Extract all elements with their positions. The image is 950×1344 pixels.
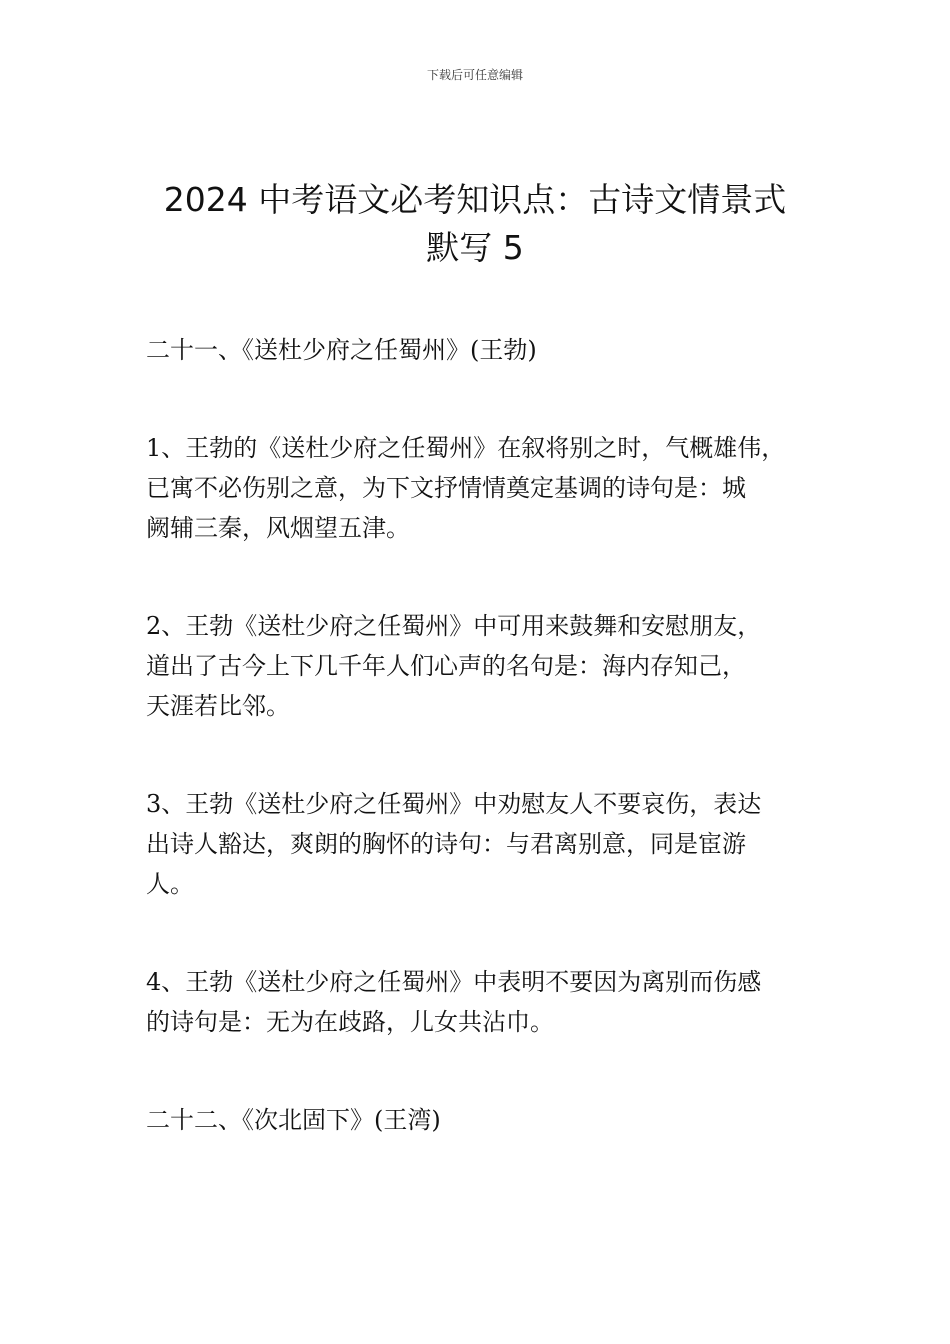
list-item bbox=[146, 962, 826, 1042]
page-title bbox=[120, 176, 830, 272]
item-4-line-2: 的诗句是：无为在歧路，儿女共沾巾。 bbox=[146, 1008, 554, 1036]
header-note: 下载后可任意编辑 bbox=[426, 68, 523, 82]
item-1-line-2: 已寓不必伤别之意，为下文抒情情奠定基调的诗句是：城 bbox=[146, 474, 746, 502]
list-item bbox=[146, 606, 826, 726]
item-3-line-1: 3、王勃《送杜少府之任蜀州》中劝慰友人不要哀伤，表达 bbox=[146, 790, 762, 818]
item-2-line-2: 道出了古今上下几千年人们心声的名句是：海内存知己， bbox=[146, 652, 746, 680]
item-2-line-1: 2、王勃《送杜少府之任蜀州》中可用来鼓舞和安慰朋友， bbox=[146, 612, 762, 640]
item-3-line-2: 出诗人豁达，爽朗的胸怀的诗句：与君离别意，同是宦游 bbox=[146, 830, 746, 858]
section-heading-21: 二十一、《送杜少府之任蜀州》(王勃) bbox=[146, 336, 537, 364]
item-4-line-1: 4、王勃《送杜少府之任蜀州》中表明不要因为离别而伤感 bbox=[146, 968, 762, 996]
document-body bbox=[146, 330, 826, 1198]
item-1-line-1: 1、王勃的《送杜少府之任蜀州》在叙将别之时，气概雄伟， bbox=[146, 434, 786, 462]
list-item bbox=[146, 428, 826, 548]
section-heading-22: 二十二、《次北固下》(王湾) bbox=[146, 1106, 441, 1134]
item-2-line-3: 天涯若比邻。 bbox=[146, 692, 290, 720]
item-1-line-3: 阙辅三秦，风烟望五津。 bbox=[146, 514, 410, 542]
item-3-line-3: 人。 bbox=[146, 870, 194, 898]
list-item bbox=[146, 784, 826, 904]
title-line-2: 默写 5 bbox=[426, 228, 524, 267]
title-line-1: 2024 中考语文必考知识点：古诗文情景式 bbox=[163, 180, 787, 219]
